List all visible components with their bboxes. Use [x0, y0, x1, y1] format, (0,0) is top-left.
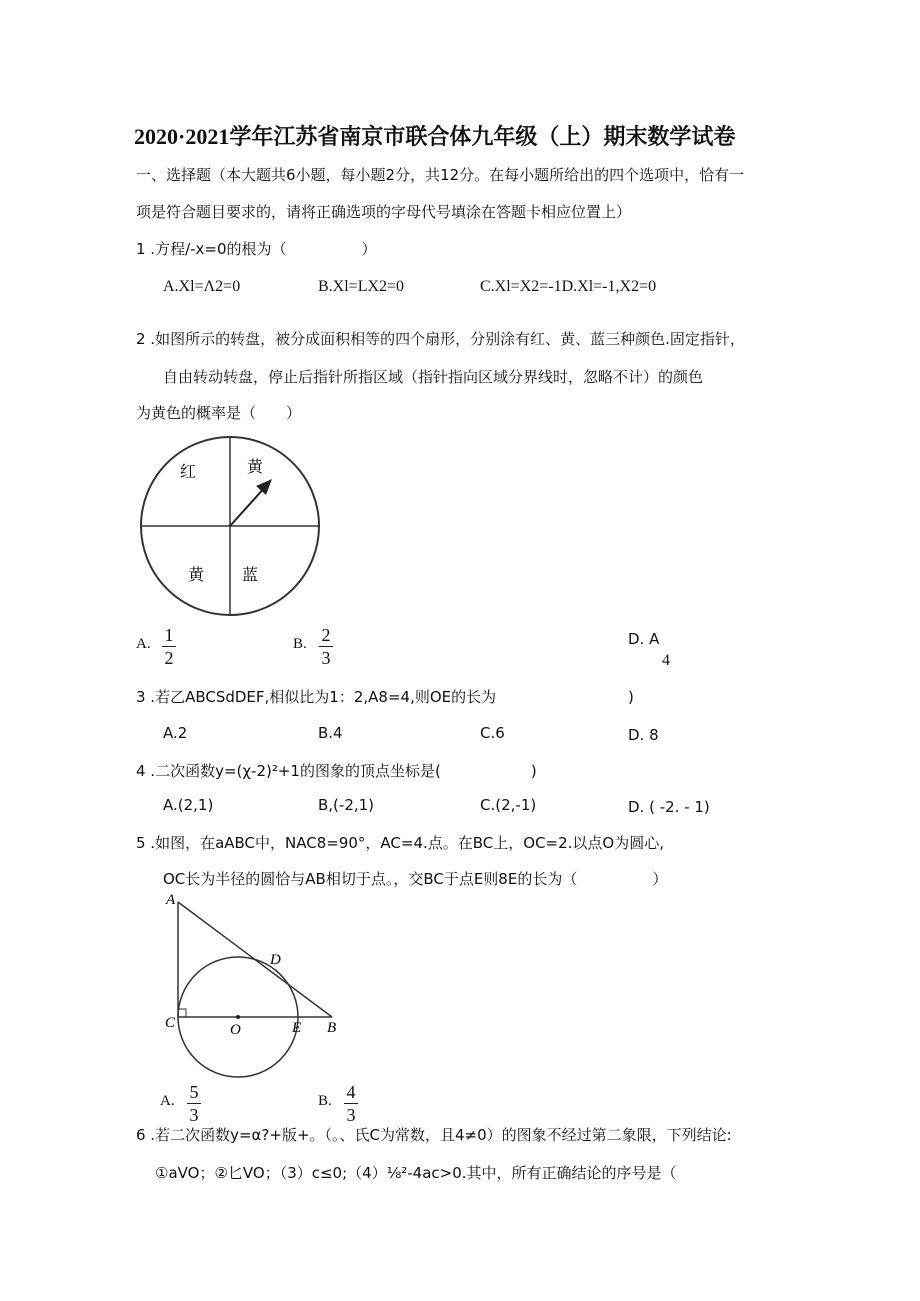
q2-option-d-denominator: 4 [662, 652, 670, 669]
numerator: 2 [321, 625, 331, 645]
q5-line1: 5 .如图，在aABC中，NAC8=90°，AC=4.点。在BC上，OC=2.以点O为圆心, [136, 834, 665, 852]
q4-option-c: C.(2,-1) [480, 796, 537, 814]
q6-line1: 6 .若二次函数y=α?+版+。（。、氏C为常数，且4≠0）的图象不经过第二象限，下列结论: [136, 1126, 732, 1144]
label-o: O [230, 1022, 241, 1038]
label-b: B [327, 1020, 337, 1036]
spinner-figure [130, 430, 330, 620]
q4-stem: 4 .二次函数y=(χ-2)²+1的图象的顶点坐标是( ) [136, 762, 537, 780]
denominator: 3 [189, 1105, 199, 1125]
q5-option-b-fraction [344, 1083, 358, 1124]
numerator: 5 [189, 1082, 199, 1102]
denominator: 3 [346, 1105, 356, 1125]
page-title: 2020·2021学年江苏省南京市联合体九年级（上）期末数学试卷 [134, 124, 736, 149]
denominator: 3 [321, 648, 331, 668]
q3-option-c: C.6 [480, 724, 505, 742]
q3-option-b: B.4 [318, 724, 343, 742]
section-instructions-1: 一、选择题（本大题共6小题，每小题2分，共12分。在每小题所给出的四个选项中，恰有一 [136, 166, 745, 184]
q6-line2: ①aVO；②匕VO；（3）c≤0;（4）⅛²-4ac>0.其中，所有正确结论的序号是（ [155, 1164, 677, 1182]
q2-option-a-label: A. [136, 636, 151, 652]
q1-option-cd: C.Xl=X2=-1D.Xl=-1,X2=0 [480, 278, 657, 295]
sector-label-red: 红 [180, 462, 197, 481]
q2-option-b-label: B. [293, 636, 307, 652]
label-a: A [166, 892, 176, 908]
q5-option-a-fraction [187, 1083, 201, 1124]
q3-option-a: A.2 [163, 724, 188, 742]
q3-paren: ) [628, 688, 634, 706]
q5-option-b-label: B. [318, 1093, 332, 1109]
denominator: 2 [164, 648, 174, 668]
q2-option-a-fraction [162, 626, 176, 667]
q1-stem: 1 .方程/-x=0的根为（ ） [136, 240, 377, 258]
q2-option-b-fraction [319, 626, 333, 667]
sector-label-yellow-top: 黄 [247, 457, 264, 476]
sector-label-yellow-bottom: 黄 [188, 565, 205, 584]
q2-line1: 2 .如图所示的转盘，被分成面积相等的四个扇形，分别涂有红、黄、蓝三种颜色.固定指针， [136, 330, 745, 348]
q3-stem: 3 .若乙ABCSdDEF,相似比为1：2,A8=4,则OE的长为 [136, 688, 497, 706]
numerator: 1 [164, 625, 174, 645]
label-d: D [270, 952, 281, 968]
q1-option-b: B.Xl=LX2=0 [318, 278, 405, 295]
q2-option-d: D. A [628, 630, 660, 648]
q4-option-d: D. ( -2. - 1) [628, 798, 710, 816]
triangle-circle-figure [155, 888, 365, 1088]
q5-option-a-label: A. [160, 1093, 175, 1109]
section-instructions-2: 项是符合题目要求的，请将正确选项的字母代号填涂在答题卡相应位置上） [136, 203, 632, 221]
sector-label-blue: 蓝 [242, 565, 259, 584]
label-e: E [292, 1020, 302, 1036]
label-c: C [165, 1015, 176, 1031]
q4-option-a: A.(2,1) [163, 796, 214, 814]
numerator: 4 [346, 1082, 356, 1102]
q2-line3: 为黄色的概率是（ ） [136, 404, 302, 422]
q4-option-b: B,(-2,1) [318, 796, 375, 814]
q5-line2: OC长为半径的圆恰与AB相切于点。，交BC于点E则8E的长为（ ） [163, 870, 668, 888]
q3-option-d: D. 8 [628, 726, 659, 744]
q2-line2: 自由转动转盘，停止后指针所指区域（指针指向区域分界线时，忽略不计）的颜色 [163, 368, 704, 386]
q1-option-a: A.Xl=Λ2=0 [163, 278, 241, 295]
